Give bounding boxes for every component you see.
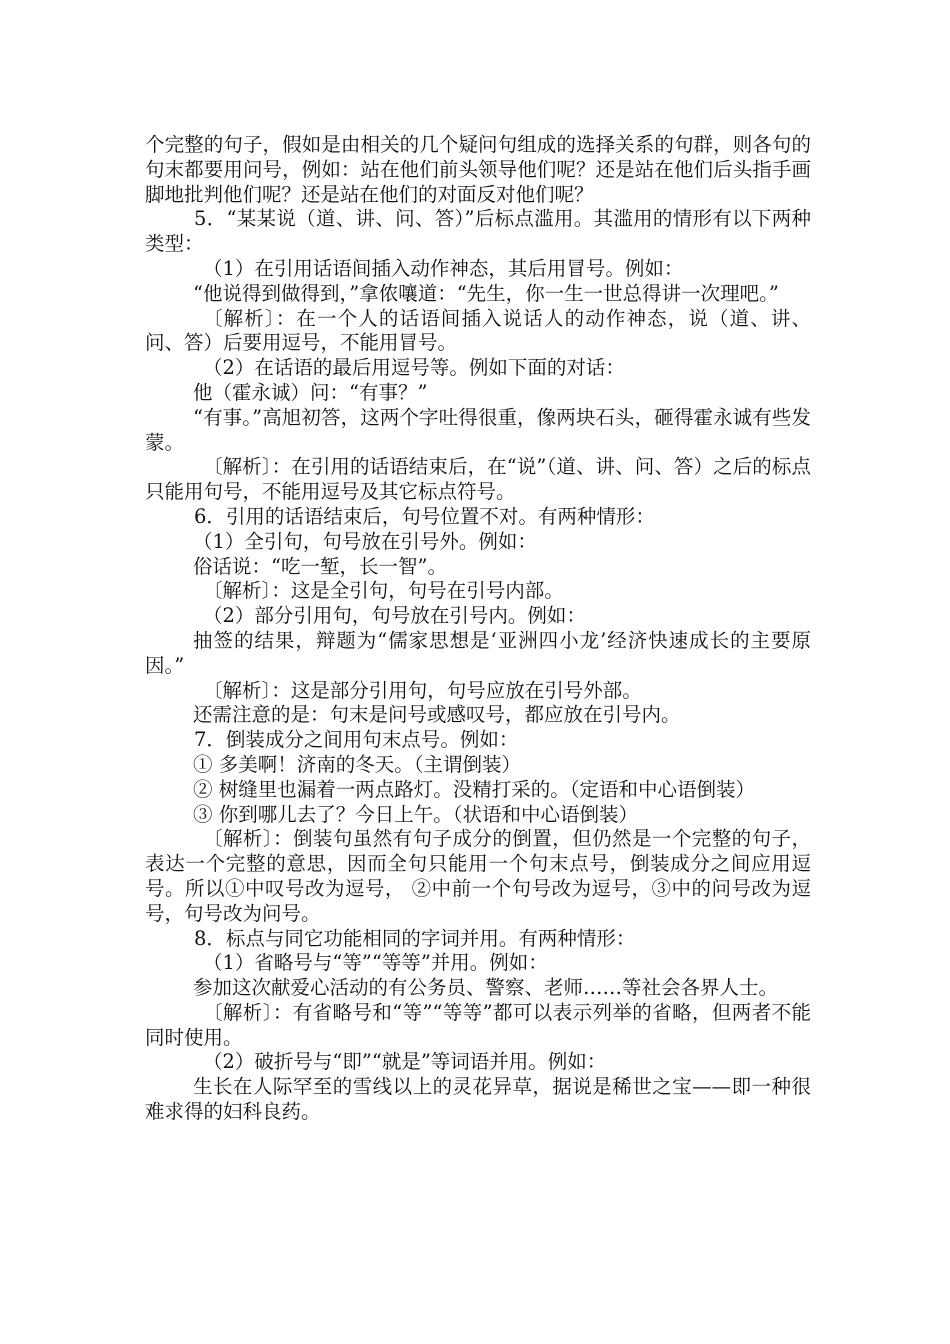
analysis-text: 〔解析〕：在一个人的话语间插入说话人的动作神态，说（道、讲、问、答）后要用逗号，不能用冒号。 [145,306,811,355]
document-page [145,133,811,1125]
paragraph: 个完整的句子，假如是由相关的几个疑问句组成的选择关系的句群，则各句的句末都要用问号，例如：站在他们前头领导他们呢？还是站在他们后头指手画脚地批判他们呢？还是站在他们的对面反对他们呢？ [145,133,811,206]
analysis-text: 〔解析〕：在引用的话语结束后，在“说”（道、讲、问、答）之后的标点只能用句号，不能用逗号及其它标点符号。 [145,455,811,504]
example-text: 生长在人际罕至的雪线以上的灵花异草，据说是稀世之宝——即一种很难求得的妇科良药。 [145,1075,811,1124]
section-heading-5: 5．“某某说（道、讲、问、答）”后标点滥用。其滥用的情形有以下两种类型： [145,207,811,256]
section-heading-6: 6．引用的话语结束后，句号位置不对。有两种情形： [194,504,655,528]
example-text: 抽签的结果，辩题为“儒家思想是‘亚洲四小龙’经济快速成长的主要原因。” [145,628,811,677]
subheading: （2）破折号与“即”“就是”等词语并用。例如： [203,1050,607,1074]
example-text: 参加这次献爱心活动的有公务员、警察、老师……等社会各界人士。 [193,976,779,1000]
example-text: “他说得到做得到，”拿侬嚷道：“先生，你一生一世总得讲一次理吧。” [193,281,779,305]
example-text: ① 多美啊！济南的冬天。（主谓倒装） [193,752,521,776]
subheading: （1）在引用话语间插入动作神态，其后用冒号。例如： [203,256,684,280]
analysis-text: 〔解析〕：这是部分引用句，句号应放在引号外部。 [203,678,642,702]
subheading: （2）在话语的最后用逗号等。例如下面的对话： [203,356,625,380]
analysis-text: 〔解析〕：这是全引句，句号在引号内部。 [203,579,564,603]
example-text: ③ 你到哪儿去了？今日上午。（状语和中心语倒装） [193,802,638,826]
example-text: 他（霍永诚）问：“有事？” [193,380,428,404]
analysis-text: 〔解析〕：倒装句虽然有句子成分的倒置，但仍然是一个完整的句子，表达一个完整的意思，因而全句只能用一个句末点号，倒装成分之间应用逗号。所以①中叹号改为逗号， ②中前一个句号改为逗号，③中的问号改为逗号，句号改为问号。 [145,827,811,925]
subheading: （1）全引句，句号放在引号外。例如： [193,529,537,553]
subheading: （1）省略号与“等”“等等”并用。例如： [203,951,548,975]
analysis-text: 〔解析〕：有省略号和“等”“等等”都可以表示列举的省略，但两者不能同时使用。 [145,1000,811,1049]
section-heading-7: 7．倒装成分之间用句末点号。例如： [194,728,519,752]
section-heading-8: 8．标点与同它功能相同的字词并用。有两种情形： [194,926,636,950]
example-text: ② 树缝里也漏着一两点路灯。没精打采的。（定语和中心语倒装） [193,777,755,801]
subheading: （2）部分引用句，句号放在引号内。例如： [203,604,586,628]
example-text: 俗话说：“吃一堑，长一智”。 [193,554,447,578]
note-text: 还需注意的是：句末是问号或感叹号，都应放在引号内。 [193,703,681,727]
example-text: “有事。”高旭初答，这两个字吐得很重，像两块石头，砸得霍永诚有些发蒙。 [145,405,811,454]
